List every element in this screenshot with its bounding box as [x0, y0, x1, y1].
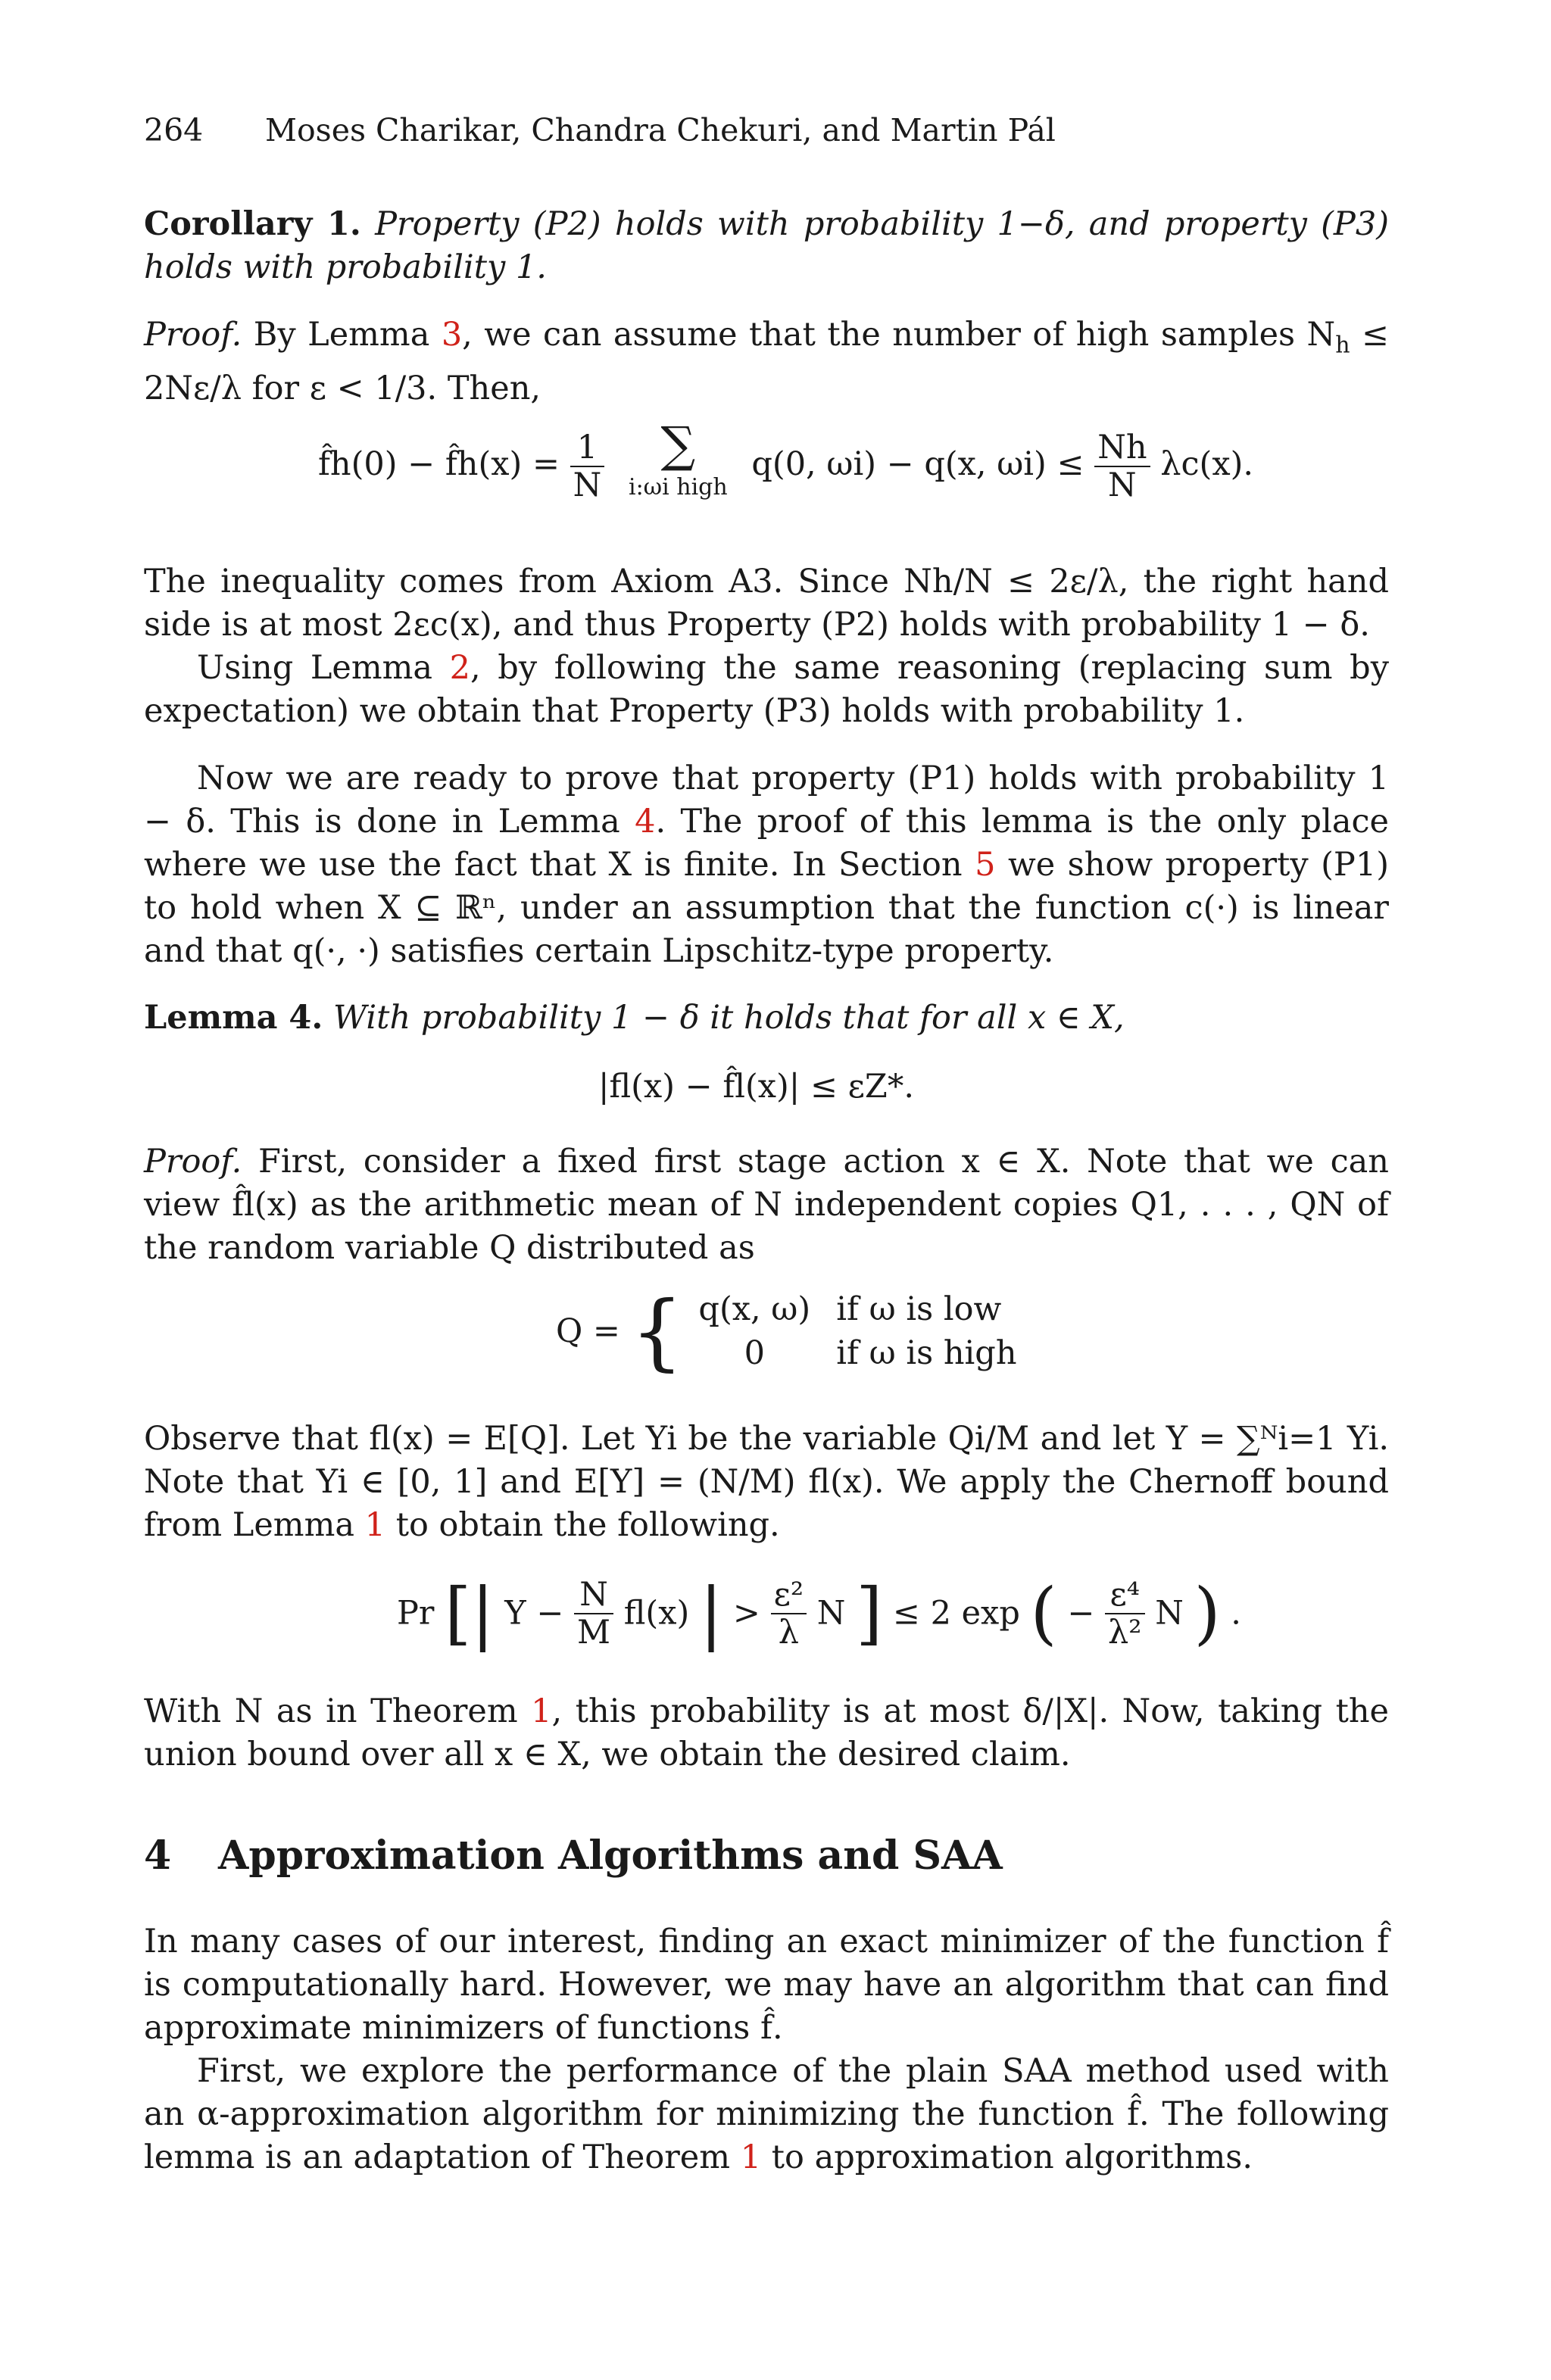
equation-lemma4: |fl(x) − f̂l(x)| ≤ εZ*. — [598, 1068, 914, 1106]
proof1-text-c: ≤ 2Nε/λ for ε < 1/3. Then, — [144, 316, 1390, 407]
lemma4-text: With probability 1 − δ it holds that for all x ∈ X, — [332, 999, 1125, 1037]
eq3-row1-cond: if ω is low — [836, 1290, 1002, 1328]
eq4-frac-num: N — [574, 1577, 613, 1614]
ref-section-5[interactable]: 5 — [975, 846, 996, 884]
para7-text: In many cases of our interest, finding an exact minimizer of the function f̂ is computationally hard. However, we may have an algorithm that can find approximate minimizers of functions f̂. — [144, 1923, 1389, 2047]
eq4-frac2-num: ε² — [771, 1577, 807, 1614]
proof2-label: Proof. — [144, 1143, 242, 1181]
eq4-inner-d: N — [1155, 1594, 1184, 1633]
eq1-fraction — [570, 429, 605, 504]
header-authors: Moses Charikar, Chandra Chekuri, and Martin Pál — [265, 112, 1056, 148]
proof-label: Proof. — [144, 316, 242, 354]
eq1-rhs: λc(x). — [1160, 445, 1254, 483]
proof2-text: First, consider a fixed first stage action x ∈ X. Note that we can view f̂l(x) as the arithmetic mean of N independent copies Q1, . . . , QN of the random variable Q distributed as — [144, 1143, 1389, 1267]
eq1-lhs: f̂h(0) − f̂h(x) = — [318, 445, 560, 483]
eq4-inner-b: fl(x) — [623, 1594, 690, 1633]
eq1-sum-sub: i:ωi high — [628, 474, 728, 501]
eq4-frac-eps — [771, 1577, 807, 1651]
eq1-mid: q(0, ωi) − q(x, ωi) ≤ — [751, 445, 1084, 483]
para5-text-b: to obtain the following. — [385, 1506, 780, 1544]
eq1-frac-num: 1 — [570, 429, 605, 467]
eq4-gt: > — [732, 1594, 760, 1633]
eq4-inner-a: Y − — [504, 1594, 564, 1633]
eq4-frac3-num: ε⁴ — [1105, 1577, 1145, 1614]
para4-text-a: Now we are ready to prove that property (P1) holds with probability 1 − δ. This is done in Lemma — [144, 760, 1389, 841]
ref-lemma-1[interactable]: 1 — [364, 1506, 386, 1544]
ref-theorem-1-b[interactable]: 1 — [740, 2138, 762, 2176]
corollary-label: Corollary 1. — [144, 205, 361, 243]
proof-corollary — [144, 313, 1389, 410]
para3-text-a: Using Lemma — [197, 649, 450, 687]
eq4-le: ≤ 2 exp — [892, 1594, 1020, 1633]
eq1-sum — [628, 417, 728, 509]
eq3-row2-cond: if ω is high — [836, 1334, 1017, 1372]
eq4-bracket-close: ] — [856, 1574, 883, 1653]
eq4-abs-close: | — [699, 1574, 723, 1653]
eq4-paren-close: ) — [1194, 1574, 1221, 1653]
proof1-text-b: , we can assume that the number of high samples N — [462, 316, 1336, 354]
eq4-bracket-open: [| — [445, 1574, 495, 1653]
lemma-4 — [144, 997, 1389, 1040]
equation-fh-bound — [318, 417, 1254, 509]
eq1-fraction-2 — [1094, 429, 1150, 504]
paragraph-union-bound — [144, 1690, 1389, 1776]
eq4-frac-nm — [574, 1577, 613, 1651]
eq3-cases — [694, 1287, 1016, 1375]
corollary-text: Property (P2) holds with probability 1−δ, and property (P3) holds with probability 1. — [144, 205, 1389, 286]
proof1-sub-h: h — [1335, 332, 1350, 359]
para6-text-a: With N as in Theorem — [144, 1692, 532, 1730]
proof-lemma4 — [144, 1140, 1389, 1270]
ref-lemma-2[interactable]: 2 — [449, 649, 471, 687]
eq1-frac-den: N — [573, 466, 602, 504]
paragraph-chernoff — [144, 1418, 1389, 1547]
running-header — [144, 112, 1056, 148]
eq4-inner-c: N — [816, 1594, 846, 1633]
para8-text-b: to approximation algorithms. — [761, 2138, 1253, 2176]
para4-text-b: . The proof of this lemma is the only place where we use the fact that X is finite. In Section — [144, 803, 1389, 884]
eq4-frac2-den: λ — [778, 1613, 799, 1652]
ref-lemma-3[interactable]: 3 — [441, 316, 463, 354]
paragraph-approximation — [144, 1920, 1389, 2179]
corollary-1 — [144, 203, 1389, 289]
para4-text-c: we show property (P1) to hold when X ⊆ ℝⁿ, under an assumption that the function c(·) is linear and that q(·, ·) satisfies certain Lipschitz-type property. — [144, 846, 1389, 970]
eq1-sum-sign: ∑ — [660, 417, 696, 473]
equation-chernoff — [397, 1574, 1241, 1653]
eq4-pr: Pr — [397, 1594, 435, 1633]
ref-lemma-4[interactable]: 4 — [635, 803, 656, 841]
eq1-frac2-num: Nh — [1094, 429, 1150, 467]
page-number: 264 — [144, 112, 204, 148]
eq4-paren-open: ( — [1030, 1574, 1057, 1653]
eq4-frac3-den: λ² — [1108, 1613, 1142, 1652]
eq3-row1-val: q(x, ω) — [698, 1290, 811, 1328]
eq3-lhs: Q = — [556, 1312, 620, 1350]
eq1-frac2-den: N — [1108, 466, 1137, 504]
eq3-row2-val: 0 — [744, 1334, 765, 1372]
paragraph-inequality — [144, 560, 1389, 733]
section-heading — [144, 1833, 1003, 1879]
eq4-frac-eps4 — [1105, 1577, 1145, 1651]
eq4-minus: − — [1067, 1594, 1095, 1633]
eq4-end: . — [1231, 1594, 1241, 1633]
lemma4-label: Lemma 4. — [144, 999, 323, 1037]
para8-text-a: First, we explore the performance of the plain SAA method used with an α-approximation algorithm for minimizing the function f̂. The following lemma is an adaptation of Theorem — [144, 2052, 1389, 2176]
para5-text-a: Observe that fl(x) = E[Q]. Let Yi be the variable Qi/M and let Y = ∑ᴺi=1 Yi. Note that Yi ∈ [0, 1] and E[Y] = (N/M) fl(x). We apply the Chernoff bound from Lemma — [144, 1420, 1389, 1544]
eq4-frac-den: M — [577, 1613, 611, 1652]
ref-theorem-1[interactable]: 1 — [531, 1692, 552, 1730]
para3-text-b: , by following the same reasoning (replacing sum by expectation) we obtain that Property (P3) holds with probability 1. — [144, 649, 1389, 730]
section-title: Approximation Algorithms and SAA — [218, 1833, 1003, 1879]
para2-text: The inequality comes from Axiom A3. Since Nh/N ≤ 2ε/λ, the right hand side is at most 2εc(x), and thus Property (P2) holds with probability 1 − δ. — [144, 563, 1389, 644]
equation-q-cases — [556, 1283, 1017, 1380]
para6-text-b: , this probability is at most δ/|X|. Now, taking the union bound over all x ∈ X, we obtain the desired claim. — [144, 1692, 1389, 1773]
section-number: 4 — [144, 1833, 172, 1879]
proof1-text-a: By Lemma — [253, 316, 442, 354]
paragraph-p1 — [144, 757, 1389, 973]
brace-symbol: { — [630, 1283, 684, 1380]
